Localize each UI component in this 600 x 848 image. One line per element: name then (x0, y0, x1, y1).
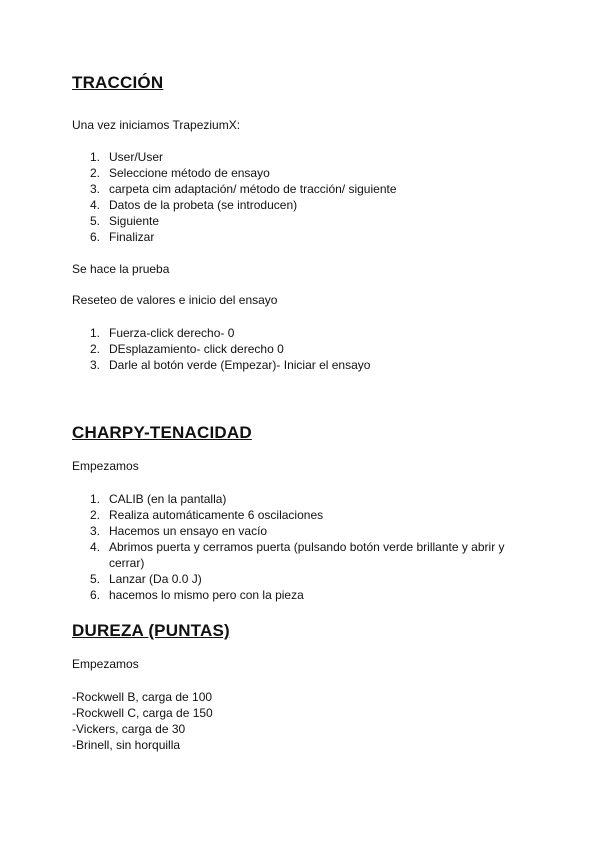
list-item: -Rockwell B, carga de 100 (72, 690, 213, 704)
traccion-steps-list (72, 149, 542, 245)
heading-traccion: TRACCIÓN (72, 73, 164, 92)
list-item: 1. User/User (90, 150, 164, 164)
list-item: 6. hacemos lo mismo pero con la pieza (90, 588, 304, 602)
list-item: 3. Darle al botón verde (Empezar)- Iniciar el ensayo (90, 358, 371, 372)
charpy-steps-list (72, 491, 542, 603)
list-item: 2. Seleccione método de ensayo (90, 166, 270, 180)
list-item: 5. Lanzar (Da 0.0 J) (90, 572, 202, 586)
heading-dureza: DUREZA (PUNTAS) (72, 621, 230, 640)
list-item: -Rockwell C, carga de 150 (72, 706, 213, 720)
traccion-note-2: Reseteo de valores e inicio del ensayo (72, 293, 278, 307)
list-item: 4. Datos de la probeta (se introducen) (90, 198, 298, 212)
list-item: 3. carpeta cim adaptación/ método de tracción/ siguiente (90, 182, 397, 196)
list-item: 1. Fuerza-click derecho- 0 (90, 326, 235, 340)
traccion-reset-list (72, 325, 542, 373)
list-item: 4. Abrimos puerta y cerramos puerta (pulsando botón verde brillante y abrir y cerrar) (90, 540, 505, 570)
list-item: 1. CALIB (en la pantalla) (90, 492, 227, 506)
traccion-intro: Una vez iniciamos TrapeziumX: (72, 118, 241, 132)
list-item: 2. Realiza automáticamente 6 oscilaciones (90, 508, 324, 522)
list-item: 2. DEsplazamiento- click derecho 0 (90, 342, 284, 356)
list-item: 3. Hacemos un ensayo en vacío (90, 524, 268, 538)
heading-charpy: CHARPY-TENACIDAD (72, 423, 252, 442)
dureza-list (72, 689, 213, 753)
dureza-intro: Empezamos (72, 657, 139, 671)
traccion-note-1: Se hace la prueba (72, 262, 170, 276)
list-item: -Brinell, sin horquilla (72, 738, 181, 752)
list-item: 6. Finalizar (90, 230, 155, 244)
list-item: -Vickers, carga de 30 (72, 722, 186, 736)
charpy-intro: Empezamos (72, 459, 139, 473)
list-item: 5. Siguiente (90, 214, 160, 228)
